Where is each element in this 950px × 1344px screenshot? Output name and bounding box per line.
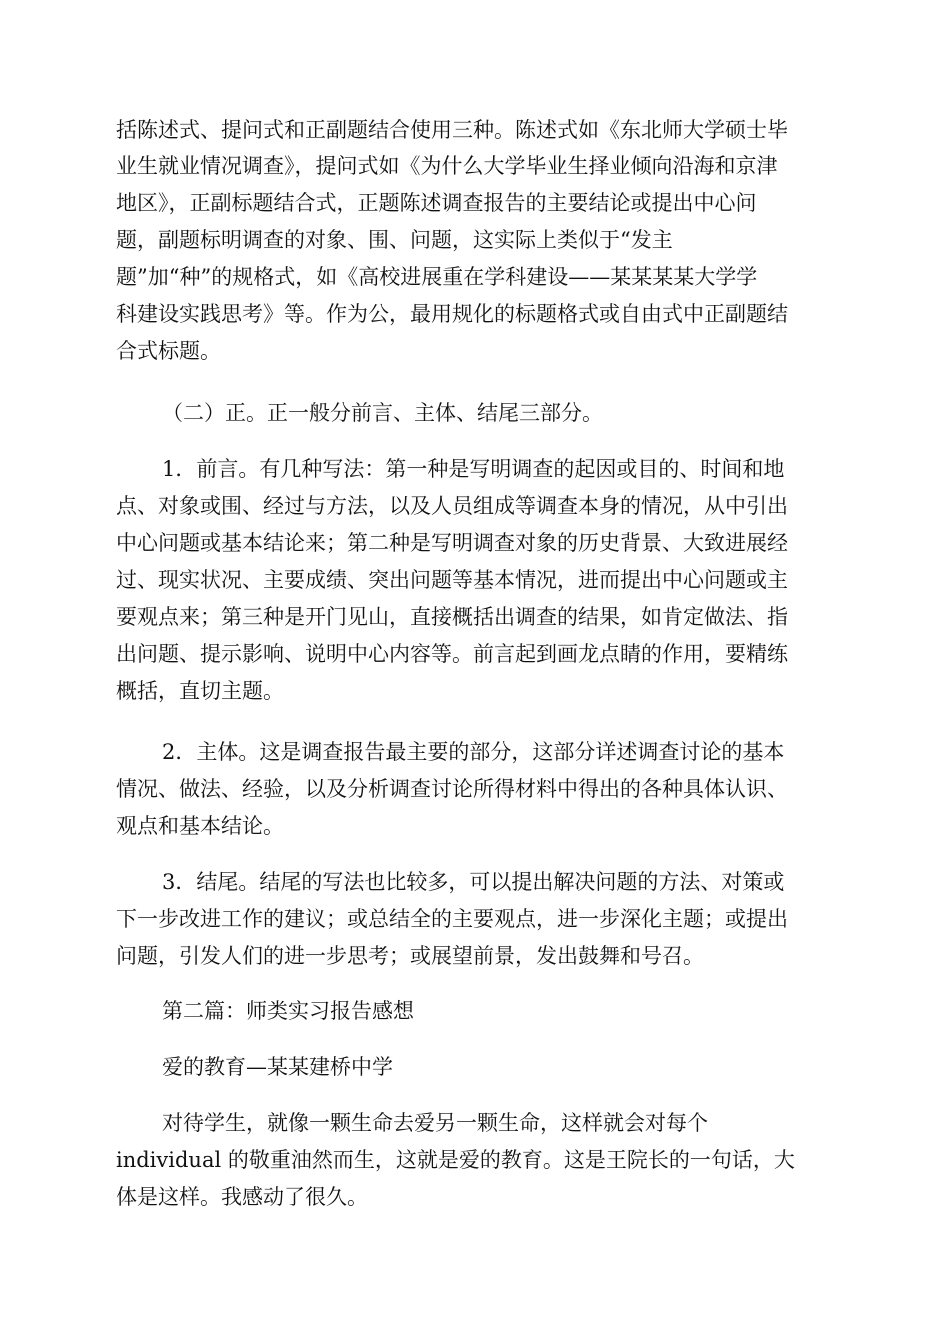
text-line: 下一步改进工作的建议；或总结全的主要观点，进一步深化主题；或提出: [116, 907, 788, 931]
text-line: 点、对象或围、经过与方法，以及人员组成等调查本身的情况，从中引出: [116, 494, 788, 518]
text-line: individual 的敬重油然而生，这就是爱的教育。这是王院长的一句话，大: [116, 1148, 795, 1172]
text-line: 3．结尾。结尾的写法也比较多，可以提出解决问题的方法、对策或: [162, 870, 785, 894]
text-line: 第二篇：师类实习报告感想: [162, 999, 414, 1023]
text-line: 2．主体。这是调查报告最主要的部分，这部分详述调查讨论的基本: [162, 740, 785, 764]
text-line: 爱的教育—某某建桥中学: [162, 1055, 393, 1079]
text-line: 对待学生，就像一颗生命去爱另一颗生命，这样就会对每个: [162, 1111, 708, 1135]
text-line: 1．前言。有几种写法：第一种是写明调查的起因或目的、时间和地: [162, 457, 785, 481]
text-line: 过、现实状况、主要成绩、突出问题等基本情况，进而提出中心问题或主: [116, 568, 788, 592]
text-line: 要观点来；第三种是开门见山，直接概括出调查的结果，如肯定做法、指: [116, 605, 788, 629]
text-line: 科建设实践思考》等。作为公，最用规化的标题格式或自由式中正副题结: [116, 302, 788, 326]
text-line: 地区》，正副标题结合式，正题陈述调查报告的主要结论或提出中心问: [116, 191, 757, 215]
text-line: 观点和基本结论。: [116, 814, 284, 838]
text-line: 合式标题。: [116, 339, 221, 363]
text-line: 体是这样。我感动了很久。: [116, 1185, 368, 1209]
text-line: 问题，引发人们的进一步思考；或展望前景，发出鼓舞和号召。: [116, 944, 704, 968]
text-line: 情况、做法、经验，以及分析调查讨论所得材料中得出的各种具体认识、: [116, 777, 788, 801]
text-line: 题，副题标明调查的对象、围、问题，这实际上类似于“发主: [116, 228, 673, 252]
text-line: 中心问题或基本结论来；第二种是写明调查对象的历史背景、大致进展经: [116, 531, 788, 555]
text-line: 题”加“种”的规格式，如《高校进展重在学科建设——某某某某大学学: [116, 265, 758, 289]
text-line: 括陈述式、提问式和正副题结合使用三种。陈述式如《东北师大学硕士毕: [116, 118, 788, 142]
text-line: （二）正。正一般分前言、主体、结尾三部分。: [162, 401, 603, 425]
text-line: 概括，直切主题。: [116, 679, 284, 703]
text-line: 出问题、提示影响、说明中心内容等。前言起到画龙点睛的作用，要精练: [116, 642, 788, 666]
text-line: 业生就业情况调查》，提问式如《为什么大学毕业生择业倾向沿海和京津: [116, 154, 778, 178]
